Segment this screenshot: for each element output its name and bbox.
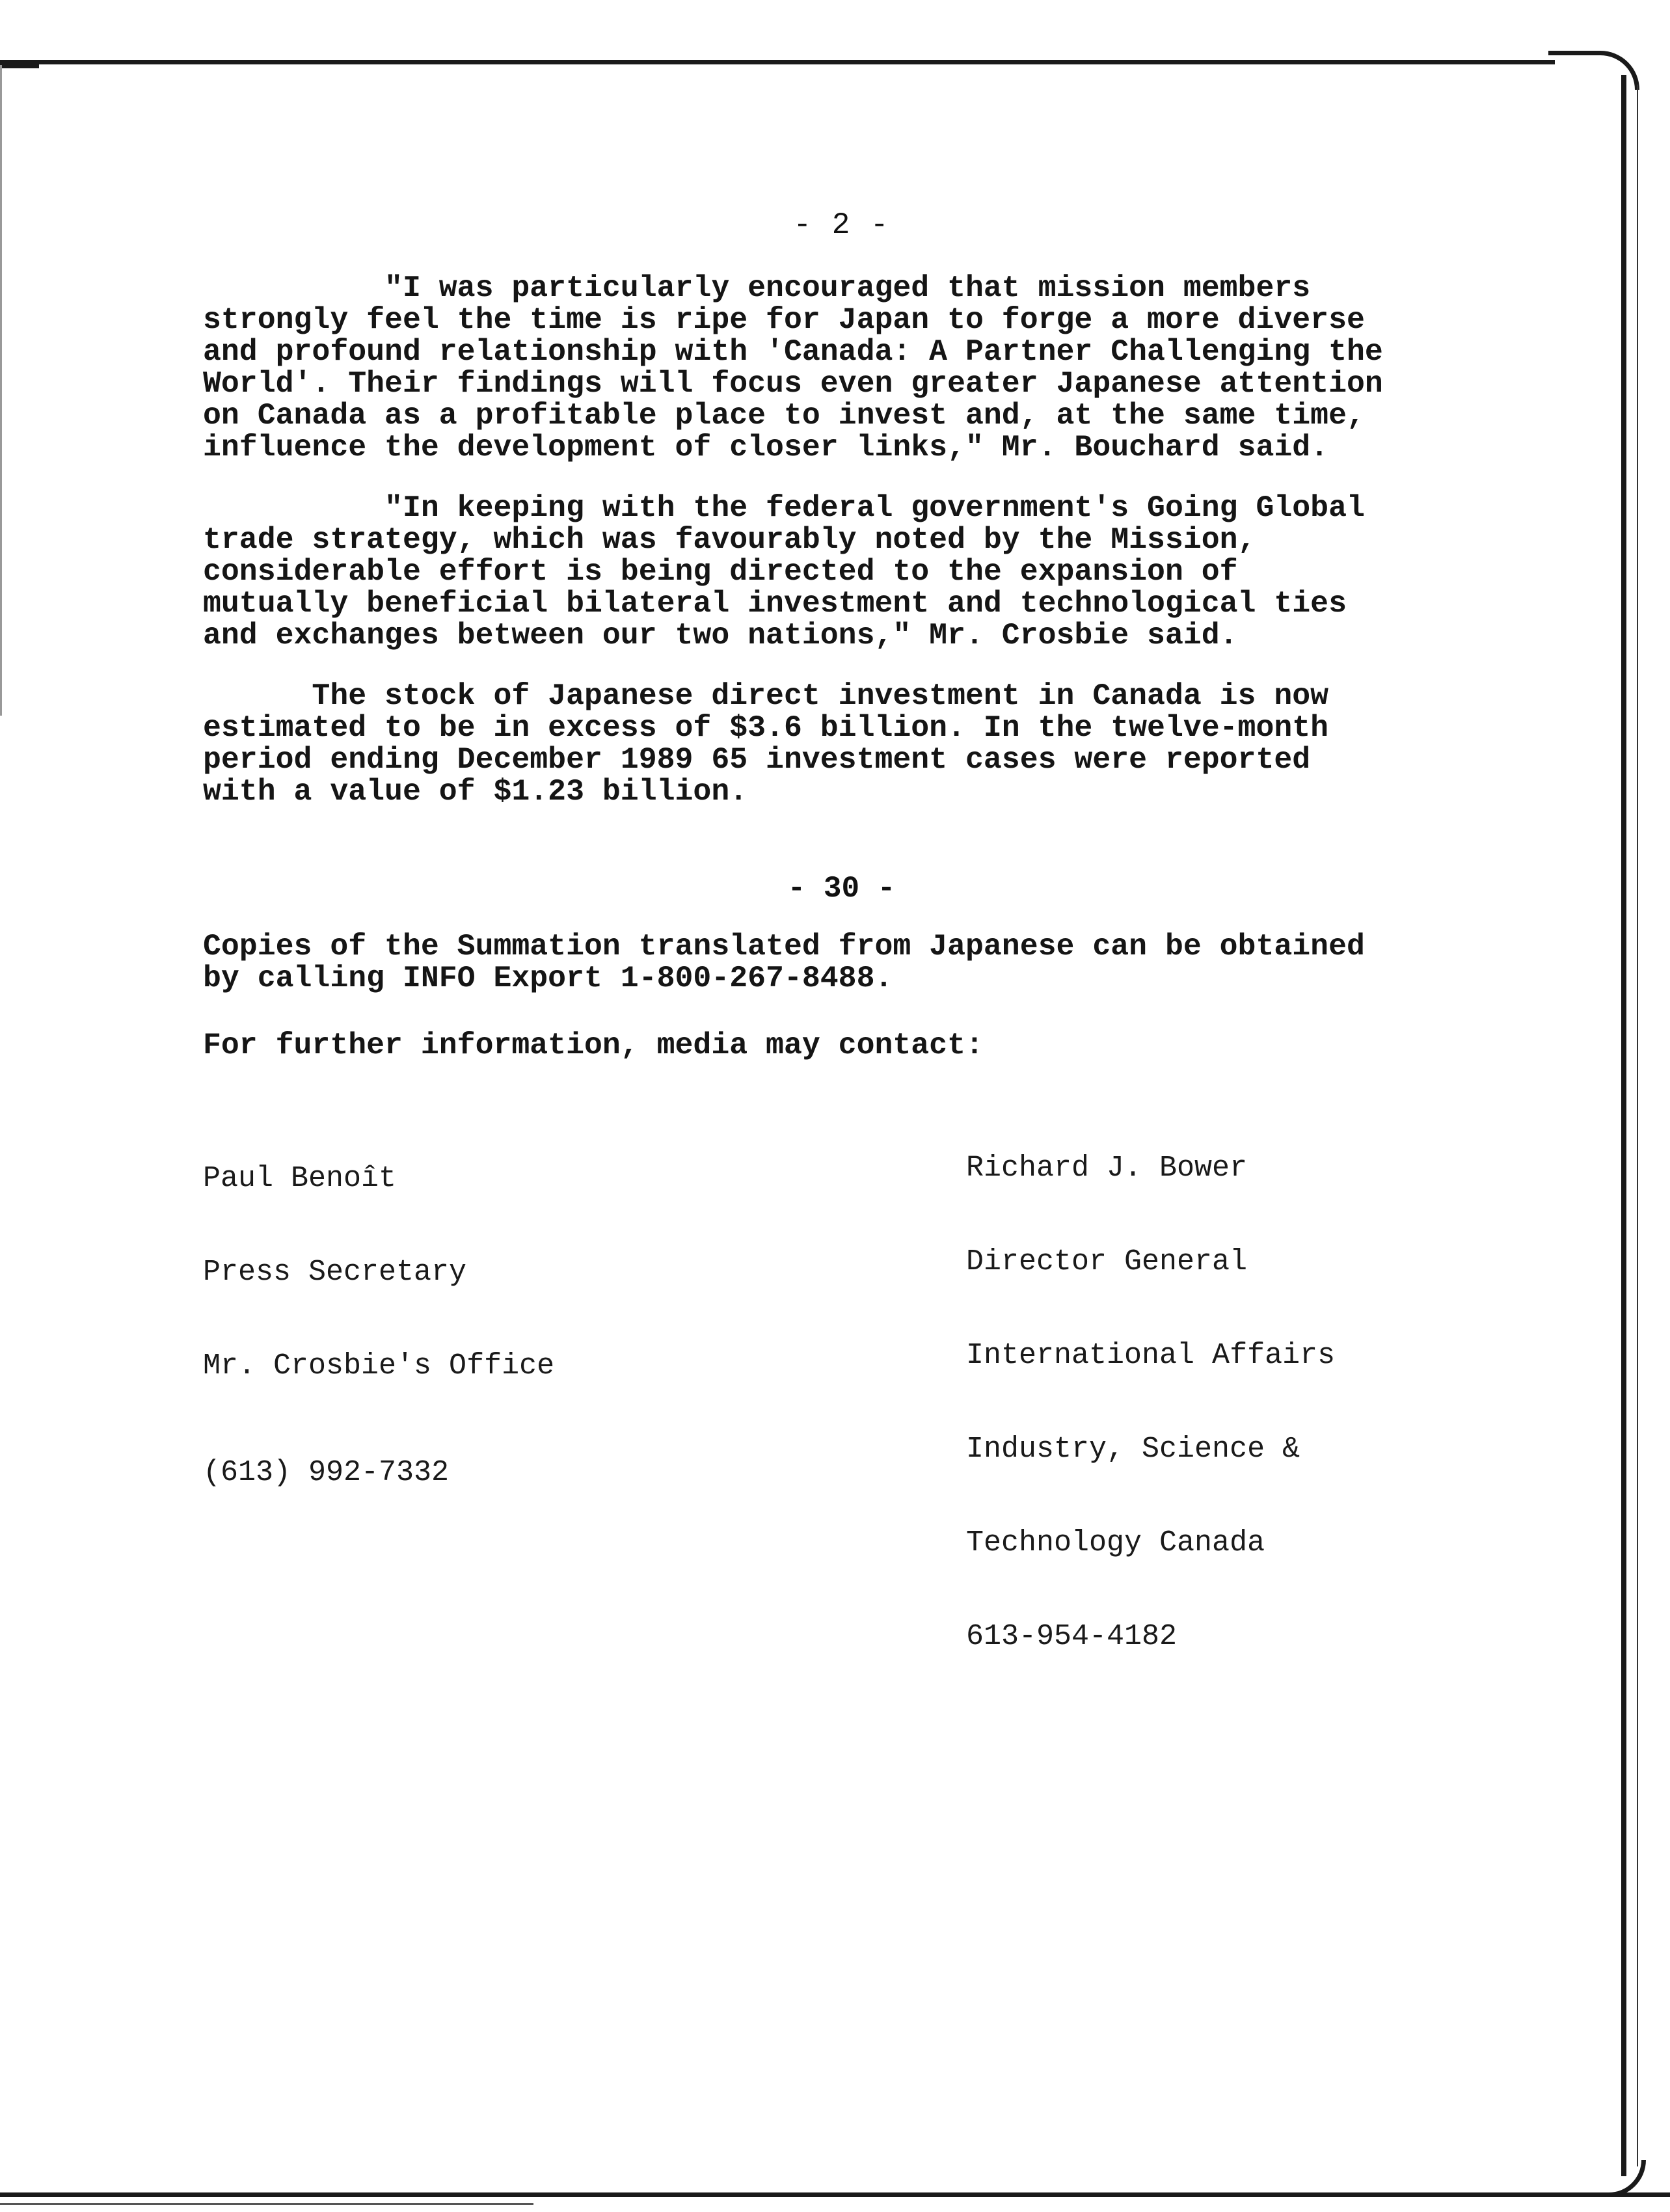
- page-number: - 2 -: [793, 208, 890, 242]
- contact-phone: (613) 992-7332: [203, 1456, 450, 1489]
- page-border-bottom-thin: [0, 2203, 533, 2205]
- paragraph-bouchard-quote: "I was particularly encouraged that mission members strongly feel the time is ripe for Japan to forge a more diverse and profound relationship with 'Canada: A Partner Challenging the World'. Their findings will focus even greater Japanese attention on Canada as a profitable place to invest and, at the same time, influence the development of closer links," Mr. Bouchard said.: [203, 271, 1383, 465]
- contact-block-right: [966, 1090, 1335, 1715]
- further-info-heading: For further information, media may contact:: [203, 1028, 984, 1062]
- page-border-top: [0, 60, 1555, 64]
- contact-title: Press Secretary: [203, 1256, 467, 1289]
- contact-department: Industry, Science &: [966, 1433, 1300, 1466]
- page-border-tick: [0, 64, 39, 68]
- contact-block-left: [203, 1101, 554, 1551]
- contact-phone: 613-954-4182: [966, 1620, 1178, 1653]
- end-mark: - 30 -: [787, 872, 896, 906]
- page-border-left: [0, 65, 2, 716]
- page-border-bottom: [0, 2192, 1670, 2197]
- contact-office: Mr. Crosbie's Office: [203, 1349, 555, 1382]
- contact-department-cont: Technology Canada: [966, 1526, 1265, 1559]
- paragraph-crosbie-quote: "In keeping with the federal government's Going Global trade strategy, which was favourably noted by the Mission, considerable effort is being directed to the expansion of mutually beneficial bilateral investment and technological ties and exchanges between our two nations," Mr. Crosbie said.: [203, 491, 1365, 653]
- contact-name: Paul Benoît: [203, 1162, 397, 1195]
- page-border-right-thin: [1637, 85, 1638, 2166]
- contact-title: Director General: [966, 1245, 1248, 1278]
- contact-name: Richard J. Bower: [966, 1152, 1248, 1185]
- page-border-corner-bottom: [1548, 2160, 1646, 2197]
- contact-division: International Affairs: [966, 1339, 1336, 1372]
- copies-note: Copies of the Summation translated from Japanese can be obtained by calling INFO Export 1-800-267-8488.: [203, 929, 1365, 995]
- page-border-right: [1621, 75, 1626, 2176]
- paragraph-investment-stats: The stock of Japanese direct investment in Canada is now estimated to be in excess of $3.6 billion. In the twelve-month period ending December 1989 65 investment cases were reported with a value of $1.23 billion.: [203, 679, 1329, 809]
